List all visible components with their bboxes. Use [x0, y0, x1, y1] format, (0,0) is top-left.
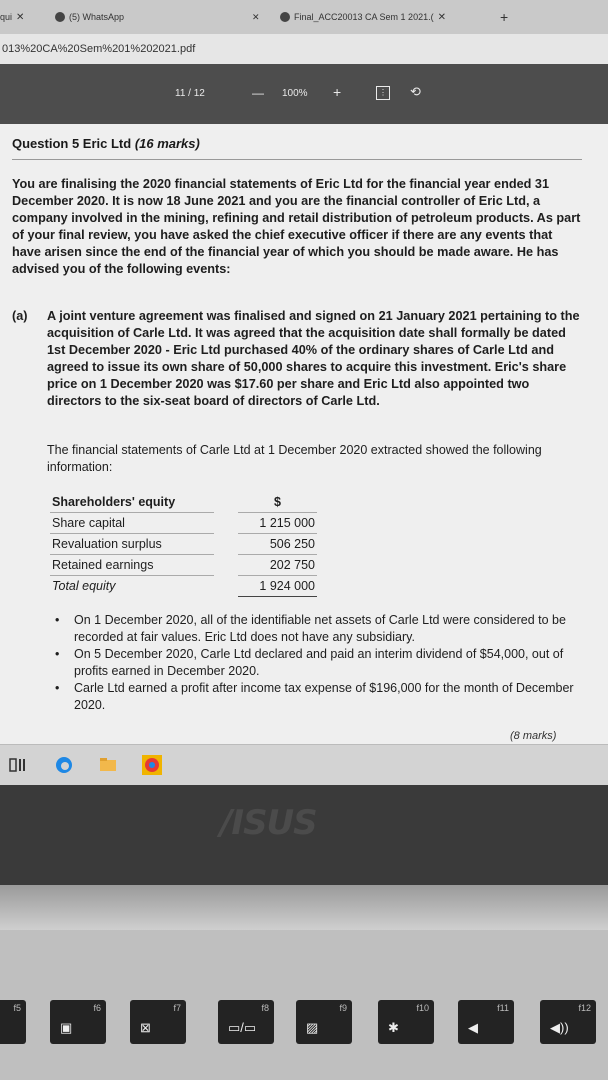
key-label: f12	[578, 1003, 591, 1013]
taskbar	[0, 744, 608, 785]
table-total-row	[50, 576, 317, 597]
extract-text: The financial statements of Carle Ltd at 1 December 2020 extracted showed the following information:	[47, 443, 542, 474]
close-box-icon: ⊠	[140, 1020, 151, 1035]
row-label: Retained earnings	[50, 555, 214, 576]
table-row	[50, 555, 317, 576]
edge-icon[interactable]	[54, 755, 74, 775]
pdf-toolbar	[0, 64, 608, 124]
zoom-level[interactable]: 100%	[282, 88, 308, 99]
file-explorer-icon[interactable]	[98, 755, 118, 775]
pdf-page	[0, 124, 608, 744]
fit-page-icon[interactable]: ⋮	[376, 86, 390, 100]
row-value: 506 250	[238, 534, 317, 555]
intro-paragraph: You are finalising the 2020 financial statements of Eric Ltd for the financial year ended 31 December 2020. It is now 18 June 2021 and you are the financial controller of Eric Ltd, a company involved in the mining, refining and retail distribution of petroleum products. As part of your final review, you have asked the chief executive officer if there are any events that have arisen since the end of the financial year of which you should be made aware. He has advised you of the following events:	[12, 177, 581, 276]
row-value: 202 750	[238, 555, 317, 576]
key-label: f11	[497, 1003, 509, 1013]
keyboard-deck	[0, 885, 608, 1080]
key-f5[interactable]	[0, 1000, 26, 1044]
key-label: f6	[93, 1003, 101, 1013]
marks-note: (8 marks)	[510, 730, 557, 742]
row-value: 1 215 000	[238, 513, 317, 534]
key-label: f10	[416, 1003, 429, 1013]
key-f10[interactable]	[378, 1000, 434, 1044]
tab-label: qui	[0, 12, 13, 22]
key-label: f8	[261, 1003, 269, 1013]
total-label: Total equity	[52, 579, 116, 594]
key-f12[interactable]	[540, 1000, 596, 1044]
question-marks: (16 marks)	[134, 136, 200, 151]
tab-qui[interactable]	[0, 6, 24, 28]
zoom-in-button[interactable]: +	[333, 84, 342, 100]
key-label: f5	[13, 1003, 21, 1013]
key-f11[interactable]	[458, 1000, 514, 1044]
bullet-list	[50, 612, 580, 714]
tab-label: Final_ACC20013 CA Sem 1 2021.(	[294, 12, 434, 22]
volume-up-icon: ◀))	[550, 1020, 569, 1035]
zoom-out-button[interactable]: —	[252, 86, 264, 100]
key-label: f9	[339, 1003, 347, 1013]
browser-tab-bar	[0, 0, 608, 35]
close-icon[interactable]: ✕	[252, 11, 260, 22]
question-title	[12, 136, 200, 151]
tab-final-acc[interactable]	[280, 6, 446, 28]
airplane-mode-icon: ✱	[388, 1020, 399, 1035]
list-item: • On 5 December 2020, Carle Ltd declared and paid an interim dividend of $54,000, out of profits earned in December 2020.	[50, 646, 580, 680]
table-header-value: $	[238, 492, 317, 513]
touchpad-icon: ▨	[306, 1020, 319, 1035]
chrome-taskbar-icon[interactable]	[142, 755, 162, 775]
close-icon[interactable]: ✕	[437, 11, 446, 23]
table-header-label: Shareholders' equity	[50, 492, 214, 513]
volume-down-icon: ◀	[468, 1020, 478, 1035]
hinge	[0, 885, 608, 930]
camera-icon: ▣	[60, 1020, 73, 1035]
page-indicator[interactable]: 11 / 12	[175, 88, 205, 99]
close-icon[interactable]: ✕	[16, 11, 25, 23]
rotate-icon[interactable]: ⟲	[410, 84, 421, 99]
key-f9[interactable]	[296, 1000, 352, 1044]
laptop-bezel	[0, 785, 608, 885]
url-text: 013%20CA%20Sem%201%202021.pdf	[2, 43, 196, 55]
key-label: f7	[173, 1003, 181, 1013]
chrome-icon	[280, 12, 290, 22]
key-f6[interactable]	[50, 1000, 106, 1044]
task-view-icon[interactable]	[8, 755, 28, 775]
whatsapp-icon	[55, 12, 65, 22]
new-tab-button[interactable]: +	[500, 9, 509, 25]
key-f8[interactable]	[218, 1000, 274, 1044]
brand-logo: /ISUS	[220, 803, 317, 843]
part-a	[12, 308, 582, 410]
key-f7[interactable]	[130, 1000, 186, 1044]
table-row	[50, 534, 317, 555]
equity-table	[50, 492, 317, 597]
tab-label: (5) WhatsApp	[69, 12, 125, 22]
total-value: 1 924 000	[238, 576, 317, 597]
part-a-label: (a)	[12, 309, 28, 323]
list-item: • Carle Ltd earned a profit after income tax expense of $196,000 for the month of December 2020.	[50, 680, 580, 714]
display-switch-icon: ▭/▭	[228, 1020, 257, 1035]
title-divider	[12, 159, 582, 160]
address-bar[interactable]	[0, 34, 608, 65]
question-title-text: Question 5 Eric Ltd	[12, 136, 132, 151]
table-row	[50, 513, 317, 534]
row-label: Revaluation surplus	[50, 534, 214, 555]
tab-whatsapp[interactable]	[55, 6, 124, 28]
part-a-text: A joint venture agreement was finalised and signed on 21 January 2021 pertaining to the acquisition of Carle Ltd. It was agreed that the acquisition date shall formally be dated 1st December 2020 - Eric Ltd purchased 40% of the ordinary shares of Carle Ltd and agreed to issue its own share of 50,000 shares to acquire this investment. Eric's share price on 1 December 2020 was $17.60 per share and Eric Ltd also appointed two directors to the six-seat board of directors of Carle Ltd.	[47, 309, 580, 408]
table-header-row	[50, 492, 317, 513]
row-label: Share capital	[50, 513, 214, 534]
list-item: • On 1 December 2020, all of the identifiable net assets of Carle Ltd were considered to be recorded at fair values. Eric Ltd does not have any subsidiary.	[50, 612, 580, 646]
